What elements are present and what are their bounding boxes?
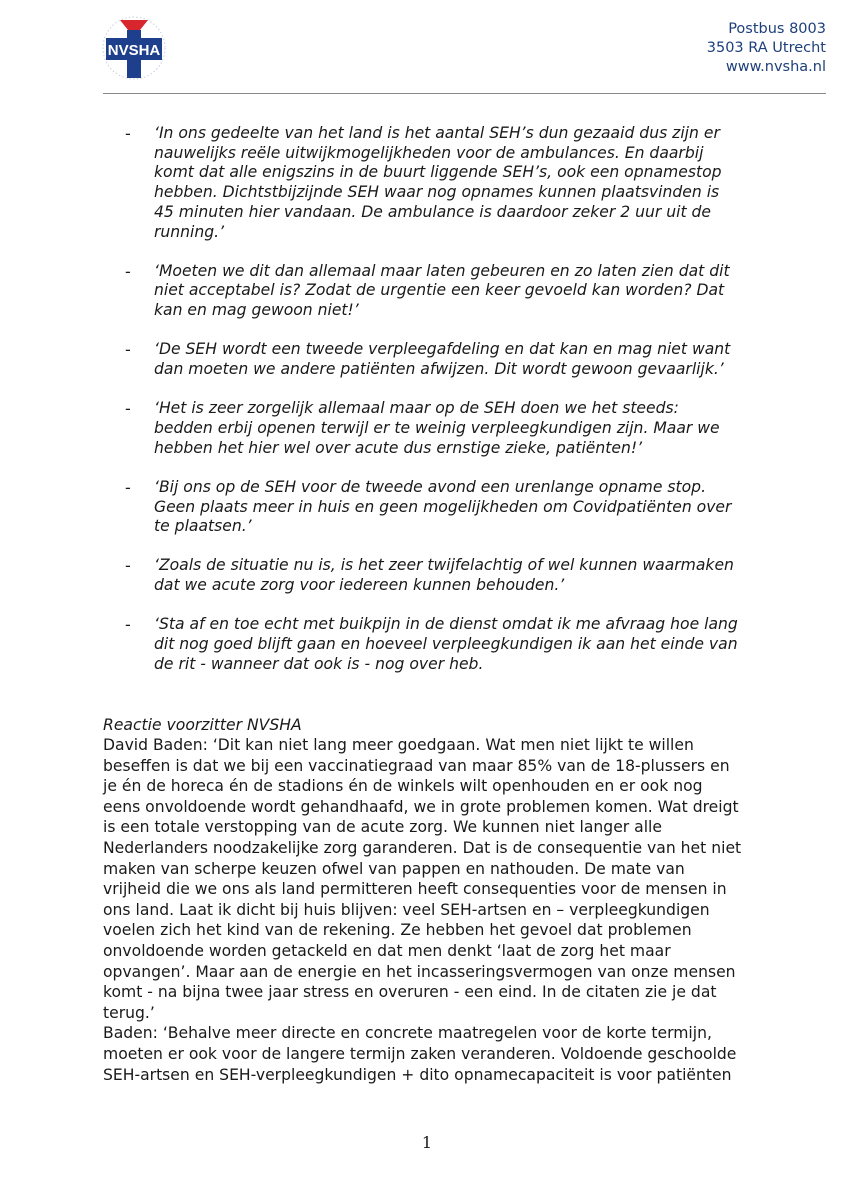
- list-dash: -: [125, 399, 131, 419]
- address-po-box: Postbus 8003: [728, 21, 826, 37]
- reaction-paragraph-1: David Baden: ‘Dit kan niet lang meer goedgaan. Wat men niet lijkt te willen beseffen is dat we bij een vaccinatiegraad van maar 85% van de 18-plussers en je én de horeca én de stadions én de winkels wilt openhouden en er ook nog eens onvoldoende wordt gehandhaafd, we in grote problemen komen. Wat dreigt is een totale verstopping van de acute zorg. We kunnen niet langer alle Nederlanders noodzakelijke zorg garanderen. Dat is de consequentie van het niet maken van scherpe keuzen ofwel van pappen en nathouden. De mate van vrijheid die we ons als land permitteren heeft consequenties voor de mensen in ons land. Laat ik dicht bij huis blijven: veel SEH-artsen en – verpleegkundigen voelen zich het kind van de rekening. Ze hebben het gevoel dat problemen onvoldoende worden getackeld en dat men denkt ‘laat de zorg het maar opvangen’. Maar aan de energie en het incasseringsvermogen van onze mensen komt - na bijna twee jaar stress en overuren - een eind. In de citaten zie je dat terug.’: [103, 736, 742, 1022]
- quote-text: ‘Moeten we dit dan allemaal maar laten gebeuren en zo laten zien dat dit niet acceptabel is? Zodat de urgentie een keer gevoeld kan worden? Dat kan en mag gewoon niet!’: [154, 261, 730, 320]
- address-website: www.nvsha.nl: [725, 59, 826, 75]
- quote-text: ‘In ons gedeelte van het land is het aantal SEH’s dun gezaaid dus zijn er nauwelijks reële uitwijkmogelijkheden voor de ambulances. En daarbij komt dat alle enigszins in de buurt liggende SEH’s, ook een opnamestop hebben. Dichtstbijzijnde SEH waar nog opnames kunnen plaatsvinden is 45 minuten hier vandaan. De ambulance is daardoor zeker 2 uur uit de running.’: [154, 124, 722, 241]
- list-dash: -: [125, 124, 131, 143]
- quote-item: [125, 262, 765, 321]
- logo-text: NVSHA: [107, 42, 161, 59]
- section-heading: Reactie voorzitter NVSHA: [103, 716, 302, 734]
- quote-item: [125, 399, 765, 458]
- list-dash: -: [125, 261, 131, 281]
- nvsha-logo: [100, 14, 168, 82]
- quote-item: [125, 615, 765, 674]
- quote-item: [125, 340, 765, 379]
- quote-item: [125, 124, 765, 242]
- address-city: 3503 RA Utrecht: [706, 40, 826, 56]
- list-dash: -: [125, 477, 131, 497]
- chair-reaction-section: [103, 715, 763, 1085]
- reaction-paragraph-2: Baden: ‘Behalve meer directe en concrete maatregelen voor de korte termijn, moeten er ook voor de langere termijn zaken veranderen. Voldoende geschoolde SEH-artsen en SEH-verpleegkundigen + dito opnamecapaciteit is voor patiënten: [103, 1024, 737, 1084]
- quote-text: ‘Sta af en toe echt met buikpijn in de dienst omdat ik me afvraag hoe lang dit nog goed blijft gaan en hoeveel verpleegkundigen ik aan het einde van de rit - wanneer dat ook is - nog over heb.: [154, 615, 738, 673]
- quote-text: ‘Zoals de situatie nu is, is het zeer twijfelachtig of wel kunnen waarmaken dat we acute zorg voor iedereen kunnen behouden.’: [154, 556, 734, 595]
- page-number: 1: [421, 1133, 433, 1152]
- list-dash: -: [125, 556, 131, 576]
- quote-text: ‘Bij ons op de SEH voor de tweede avond een urenlange opname stop. Geen plaats meer in huis en geen mogelijkheden om Covidpatiënten over te plaatsen.’: [154, 477, 732, 536]
- header-divider: [103, 93, 826, 94]
- address-block: [707, 20, 826, 77]
- list-dash: -: [125, 340, 131, 360]
- quote-item: [125, 478, 765, 537]
- quote-text: ‘Het is zeer zorgelijk allemaal maar op de SEH doen we het steeds: bedden erbij openen terwijl er te weinig verpleegkundigen zijn. Maar we hebben het hier wel over acute dus ernstige zieke, patiënten!’: [154, 399, 720, 457]
- quote-list: [125, 124, 765, 694]
- quote-item: [125, 556, 765, 595]
- list-dash: -: [125, 615, 131, 635]
- nvsha-logo-icon: [100, 14, 168, 82]
- quote-text: ‘De SEH wordt een tweede verpleegafdeling en dat kan en mag niet want dan moeten we andere patiënten afwijzen. Dit wordt gewoon gevaarlijk.’: [154, 340, 731, 379]
